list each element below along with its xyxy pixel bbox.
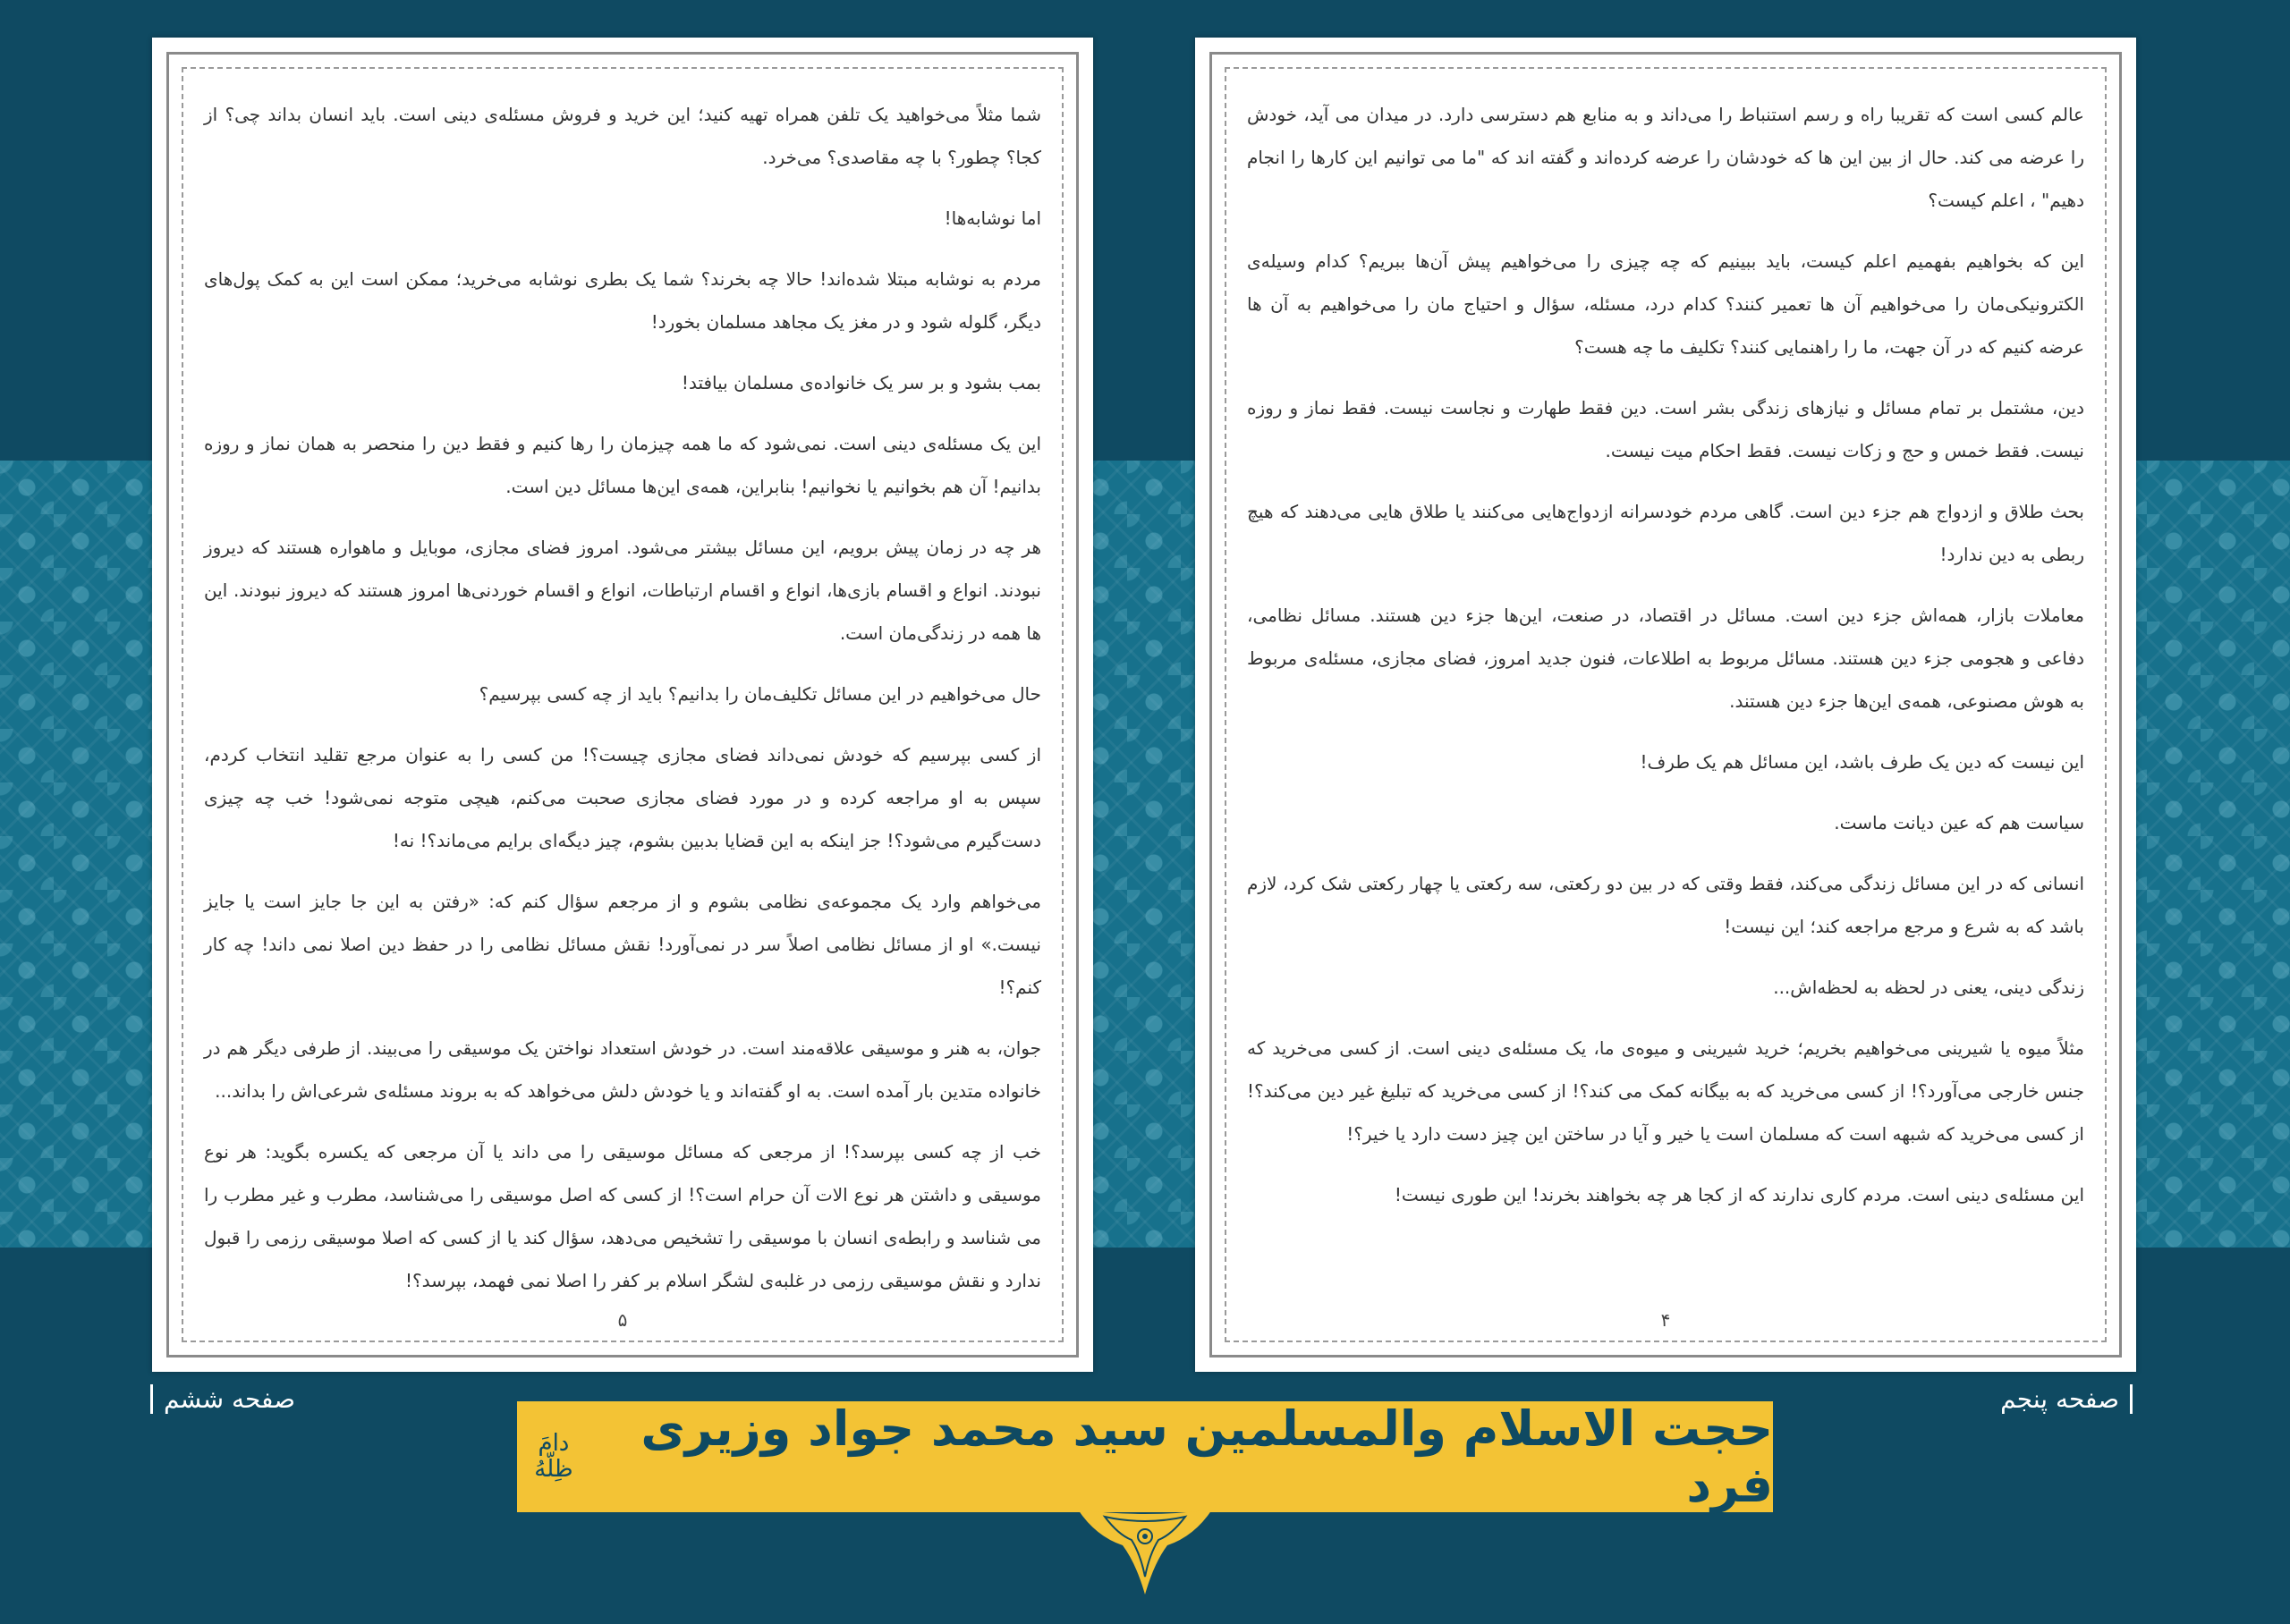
page-text-right [1247, 93, 2084, 1234]
paragraph: این مسئله‌ی دینی است. مردم کاری ندارند که از کجا هر چه بخواهند بخرند! این طوری نیست! [1394, 1184, 2084, 1205]
paragraph: بمب بشود و بر سر یک خانواده‌ی مسلمان بیافتد! [681, 372, 1041, 393]
paragraph: شما مثلاً می‌خواهید یک تلفن همراه تهیه کنید؛ این خرید و فروش مسئله‌ی دینی است. باید انسان بداند چی؟ از کجا؟ چطور؟ با چه مقاصدی؟ می‌خرد. [204, 104, 1041, 168]
document-page-left [152, 38, 1093, 1372]
paragraph: این یک مسئله‌ی دینی است. نمی‌شود که ما همه چیزمان را رها کنیم و فقط دین را منحصر به همان نماز و روزه بدانیم! آن هم بخوانیم یا نخوانیم! بنابراین، همه‌ی این‌ها مسائل دین است. [204, 433, 1041, 497]
ornament-icon [1069, 1510, 1221, 1599]
paragraph: حال می‌خواهیم در این مسائل تکلیف‌مان را بدانیم؟ باید از چه کسی بپرسیم؟ [479, 683, 1041, 705]
paragraph: مثلاً میوه یا شیرینی می‌خواهیم بخریم؛ خرید شیرینی و میوه‌ی ما، یک مسئله‌ی دینی است. از کسی می‌خرید که جنس خارجی می‌آورد؟! از کسی می‌خرید که به بیگانه کمک می کند؟! از کسی می‌خرید که تبلیغ غیر دین می‌کند؟! از کسی می‌خرید که شبهه است که مسلمان است یا خیر و آیا در ساختن این چیز دست دارد یا خیر؟! [1247, 1037, 2084, 1145]
speaker-title: حجت الاسلام والمسلمین سید محمد جواد وزیری فرد [640, 1400, 1773, 1513]
paragraph: اما نوشابه‌ها! [944, 207, 1041, 229]
paragraph: می‌خواهم وارد یک مجموعه‌ی نظامی بشوم و از مرجعم سؤال کنم که: «رفتن به این جا جایز است یا جایز نیست.» او از مسائل نظامی اصلاً سر در نمی‌آورد! نقش مسائل نظامی را در حفظ دین اصلا نمی داند! چه کار کنم؟! [204, 891, 1041, 998]
paragraph: عالم کسی است که تقریبا راه و رسم استنباط را می‌داند و به منابع هم دسترسی دارد. در میدان می آید، خودش را عرضه می کند. حال از بین این ها که خودشان را عرضه کرده‌اند و گفته اند که "ما می توانیم این کارها را انجام دهیم" ، اعلم کیست؟ [1247, 104, 2084, 211]
paragraph: خب از چه کسی بپرسد؟! از مرجعی که مسائل موسیقی را می داند یا آن مرجعی که یکسره بگوید: هر نوع موسیقی و داشتن هر نوع الات آن حرام است؟! از کسی که اصل موسیقی را می‌شناسد، مطرب و غیر مطرب را می شناسد و رابطه‌ی انسان با موسیقی را تشخیص می‌دهد، سؤال کند یا از کسی که اصلا موسیقی رزمی را قبول ندارد و نقش موسیقی رزمی در غلبه‌ی لشگر اسلام بر کفر را اصلا نمی فهمد، بپرسد؟! [204, 1141, 1041, 1291]
title-banner [517, 1401, 1773, 1512]
page-number: ۴ [1660, 1309, 1671, 1331]
caption-page-five: صفحه پنجم [2000, 1384, 2133, 1414]
document-page-right [1195, 38, 2136, 1372]
paragraph: انسانی که در این مسائل زندگی می‌کند، فقط وقتی که در بین دو رکعتی، سه رکعتی یا چهار رکعتی شک کرد، لازم باشد که به شرع و مرجع مراجعه کند؛ این نیست! [1247, 873, 2084, 937]
paragraph: این نیست که دین یک طرف باشد، این مسائل هم یک طرف! [1640, 751, 2084, 773]
honorific-mark: دامَ ظِلّهُ [534, 1430, 573, 1483]
page-text-left [204, 93, 1041, 1320]
paragraph: بحث طلاق و ازدواج هم جزء دین است. گاهی مردم خودسرانه ازدواج‌هایی می‌کنند یا طلاق هایی می‌دهند که هیچ ربطی به دین ندارد! [1247, 501, 2084, 565]
paragraph: معاملات بازار، همه‌اش جزء دین است. مسائل در اقتصاد، در صنعت، این‌ها جزء دین هستند. مسائل نظامی، دفاعی و هجومی جزء دین هستند. مسائل مربوط به اطلاعات، فنون جدید امروز، فضای مجازی، مسئله‌ی مربوط به هوش مصنوعی، همه‌ی این‌ها جزء دین هستند. [1247, 605, 2084, 712]
paragraph: هر چه در زمان پیش برویم، این مسائل بیشتر می‌شود. امروز فضای مجازی، موبایل و ماهواره هستند که دیروز نبودند. انواع و اقسام بازی‌ها، انواع و اقسام ارتباطات، انواع و اقسام خوردنی‌ها امروز هستند که دیروز نبودند. این ها همه در زندگی‌مان است. [204, 537, 1041, 644]
caption-page-six: صفحه ششم [150, 1384, 295, 1414]
paragraph: جوان، به هنر و موسیقی علاقه‌مند است. در خودش استعداد نواختن یک موسیقی را می‌بیند. از طرفی دیگر هم در خانواده متدین بار آمده است. به او گفته‌اند و یا خودش دلش می‌خواهد که به بروند مسئله‌ی شرعی‌اش را بداند... [204, 1037, 1041, 1102]
page-number: ۵ [617, 1309, 628, 1331]
paragraph: زندگی دینی، یعنی در لحظه به لحظه‌اش... [1773, 977, 2084, 998]
paragraph: سیاست هم که عین دیانت ماست. [1834, 812, 2084, 833]
paragraph: این که بخواهیم بفهمیم اعلم کیست، باید ببینیم که چه چیزی را می‌خواهیم پیش آن‌ها ببریم؟ کدام وسیله‌ی الکترونیکی‌مان را می‌خواهیم آن ها تعمیر کنند؟ کدام درد، مسئله، سؤال و احتیاج مان را می‌خواهیم به آن ها عرضه کنیم که در آن جهت، ما را راهنمایی کنند؟ تکلیف ما چه هست؟ [1247, 250, 2084, 358]
paragraph: دین، مشتمل بر تمام مسائل و نیازهای زندگی بشر است. دین فقط طهارت و نجاست نیست. فقط نماز و روزه نیست. فقط خمس و حج و زکات نیست. فقط احکام میت نیست. [1247, 397, 2084, 461]
paragraph: از کسی بپرسیم که خودش نمی‌داند فضای مجازی چیست؟! من کسی را به عنوان مرجع تقلید انتخاب کردم، سپس به او مراجعه کرده و در مورد فضای مجازی صحبت می‌کنم، هیچی متوجه نمی‌شود! خب چه چیزی دست‌گیرم می‌شود؟! جز اینکه به این قضایا بدبین بشوم، چیز دیگه‌ای برایم می‌ماند؟! نه! [204, 744, 1041, 851]
paragraph: مردم به نوشابه مبتلا شده‌اند! حالا چه بخرند؟ شما یک بطری نوشابه می‌خرید؛ ممکن است این به کمک پول‌های دیگر، گلوله شود و در مغز یک مجاهد مسلمان بخورد! [204, 268, 1041, 333]
